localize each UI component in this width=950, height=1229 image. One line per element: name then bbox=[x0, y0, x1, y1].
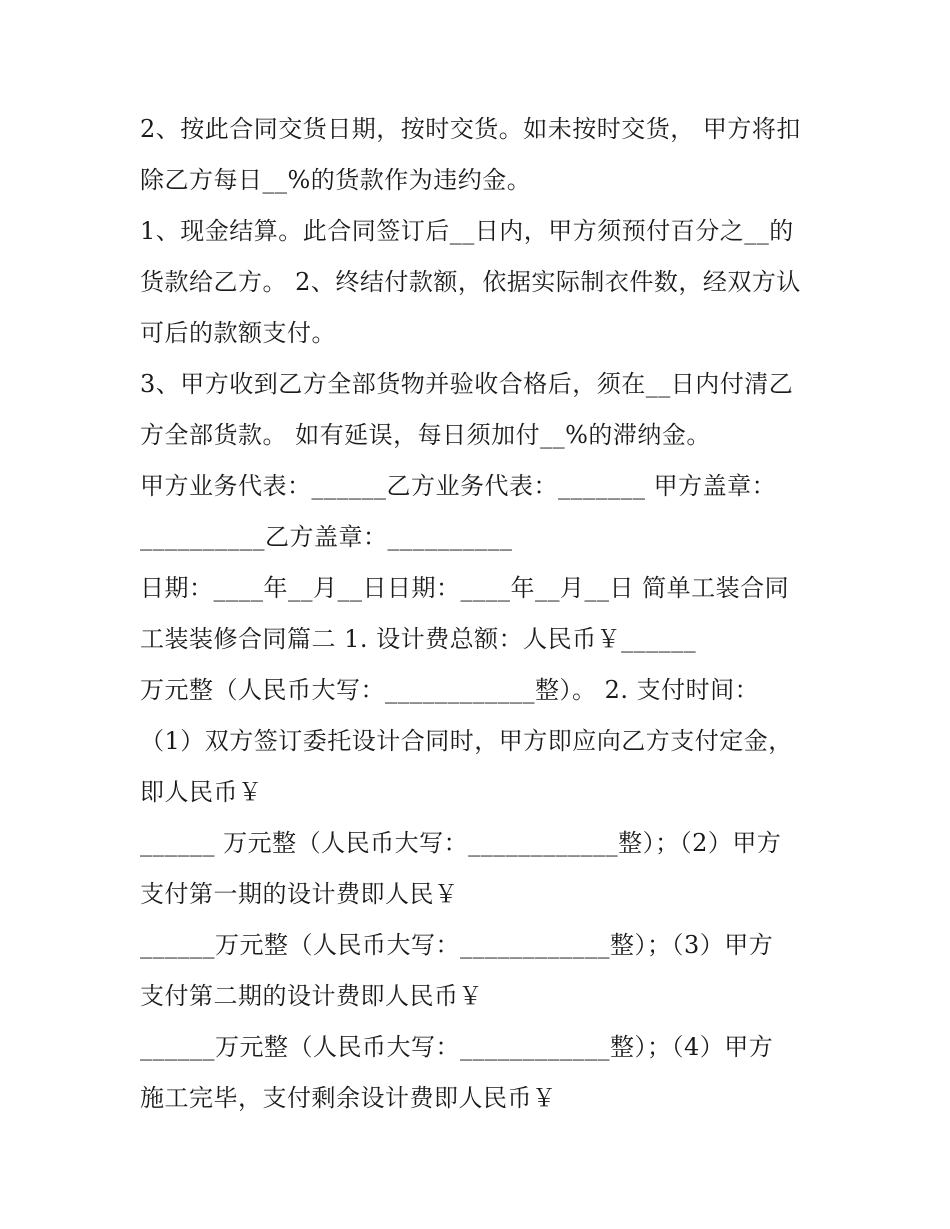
text-line: 万元整（人民币大写：____________整）。 2. 支付时间： bbox=[140, 676, 760, 704]
text-line: 工装装修合同篇二 1. 设计费总额：人民币￥______ bbox=[140, 625, 697, 653]
text-line: ______ 万元整（人民币大写：____________整）；（2）甲方 bbox=[140, 829, 782, 857]
text-line: ______万元整（人民币大写：____________整）；（3）甲方 bbox=[140, 931, 774, 959]
text-line: 甲方业务代表：______乙方业务代表：_______ 甲方盖章： bbox=[140, 472, 777, 500]
text-line: 货款给乙方。 2、终结付款额，依据实际制衣件数，经双方认 bbox=[140, 268, 801, 296]
text-line: 施工完毕，支付剩余设计费即人民币￥ bbox=[140, 1084, 557, 1112]
text-line: __________乙方盖章：__________ bbox=[140, 523, 513, 551]
text-line: 1、现金结算。此合同签订后__日内，甲方须预付百分之__的 bbox=[140, 217, 794, 245]
text-line: 支付第一期的设计费即人民￥ bbox=[140, 880, 459, 908]
text-line: 2、按此合同交货日期，按时交货。如未按时交货， 甲方将扣 bbox=[140, 115, 801, 143]
text-line: 3、甲方收到乙方全部货物并验收合格后，须在__日内付清乙 bbox=[140, 370, 794, 398]
text-line: 可后的款额支付。 bbox=[140, 319, 336, 347]
text-line: 日期：____年__月__日日期：____年__月__日 简单工装合同 bbox=[140, 574, 790, 602]
document-body bbox=[140, 104, 820, 1124]
text-line: ______万元整（人民币大写：____________整）；（4）甲方 bbox=[140, 1033, 774, 1061]
text-line: 除乙方每日__%的货款作为违约金。 bbox=[140, 166, 532, 194]
text-line: 方全部货款。 如有延误，每日须加付__%的滞纳金。 bbox=[140, 421, 711, 449]
text-line: 即人民币￥ bbox=[140, 778, 263, 806]
text-line: 支付第二期的设计费即人民币￥ bbox=[140, 982, 483, 1010]
text-line: （1）双方签订委托设计合同时，甲方即应向乙方支付定金， bbox=[140, 727, 793, 755]
